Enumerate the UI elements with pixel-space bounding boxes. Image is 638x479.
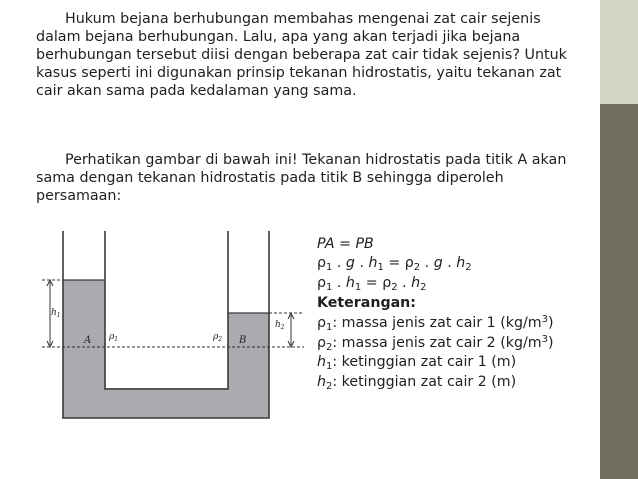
eq1-text: PA = PB bbox=[317, 236, 374, 252]
point-a-label: A bbox=[84, 335, 92, 346]
rho2-label: $\rho_2$ bbox=[213, 332, 223, 343]
paragraph1-text: Hukum bejana berhubungan membahas mengenai zat cair sejenis dalam bejana berhubungan. Lalu, apa yang akan terjadi jika bejana berhubungan tersebut diisi dengan beberapa zat cair tidak sejenis? Untuk kasus seperti ini digunakan prinsip tekanan hidrostatis, yaitu tekanan zat cair akan sama pada kedalaman yang sama. bbox=[36, 11, 567, 100]
legend-rho1: $\rho_1$: massa jenis zat cair 1 $(kg/m^3)$ bbox=[317, 314, 554, 333]
sidebar-top-block bbox=[600, 0, 638, 104]
equation-full: $\rho_1$ . g . $h_1 = \rho_2$ . g . $h_2$ bbox=[317, 255, 472, 273]
h1-label: $h_1$ bbox=[51, 308, 61, 319]
liquid-2-right-column bbox=[228, 313, 269, 400]
paragraph2-text: Perhatikan gambar di bawah ini! Tekanan hidrostatis pada titik A akan sama dengan tekanan hidrostatis pada titik B sehingga diperoleh persamaan: bbox=[36, 152, 567, 205]
equation-simplified: $\rho_1$ . $h_1 = \rho_2$ . $h_2$ bbox=[317, 275, 427, 293]
sidebar-bottom-block bbox=[600, 104, 638, 479]
point-b-label: B bbox=[239, 335, 247, 346]
legend-h2: $h_2$: ketinggian zat cair 2 (m) bbox=[317, 374, 517, 392]
keterangan-heading: Keterangan: bbox=[317, 295, 416, 311]
h2-label: $h_2$ bbox=[275, 320, 285, 331]
liquid-bottom bbox=[63, 388, 269, 418]
paragraph-perhatikan bbox=[36, 151, 584, 205]
paragraph-hukum-bejana bbox=[36, 10, 584, 100]
equation-pa-pb bbox=[317, 235, 374, 255]
rho1-label: $\rho_1$ bbox=[109, 332, 119, 343]
vessel-inner-wall bbox=[105, 231, 228, 389]
slide-sidebar-decoration bbox=[600, 0, 638, 479]
legend-rho2: $\rho_2$: massa jenis zat cair 2 $(kg/m^3)$ bbox=[317, 334, 554, 353]
connected-vessel-diagram bbox=[42, 231, 308, 419]
legend-h1: $h_1$: ketinggian zat cair 1 (m) bbox=[317, 354, 517, 372]
